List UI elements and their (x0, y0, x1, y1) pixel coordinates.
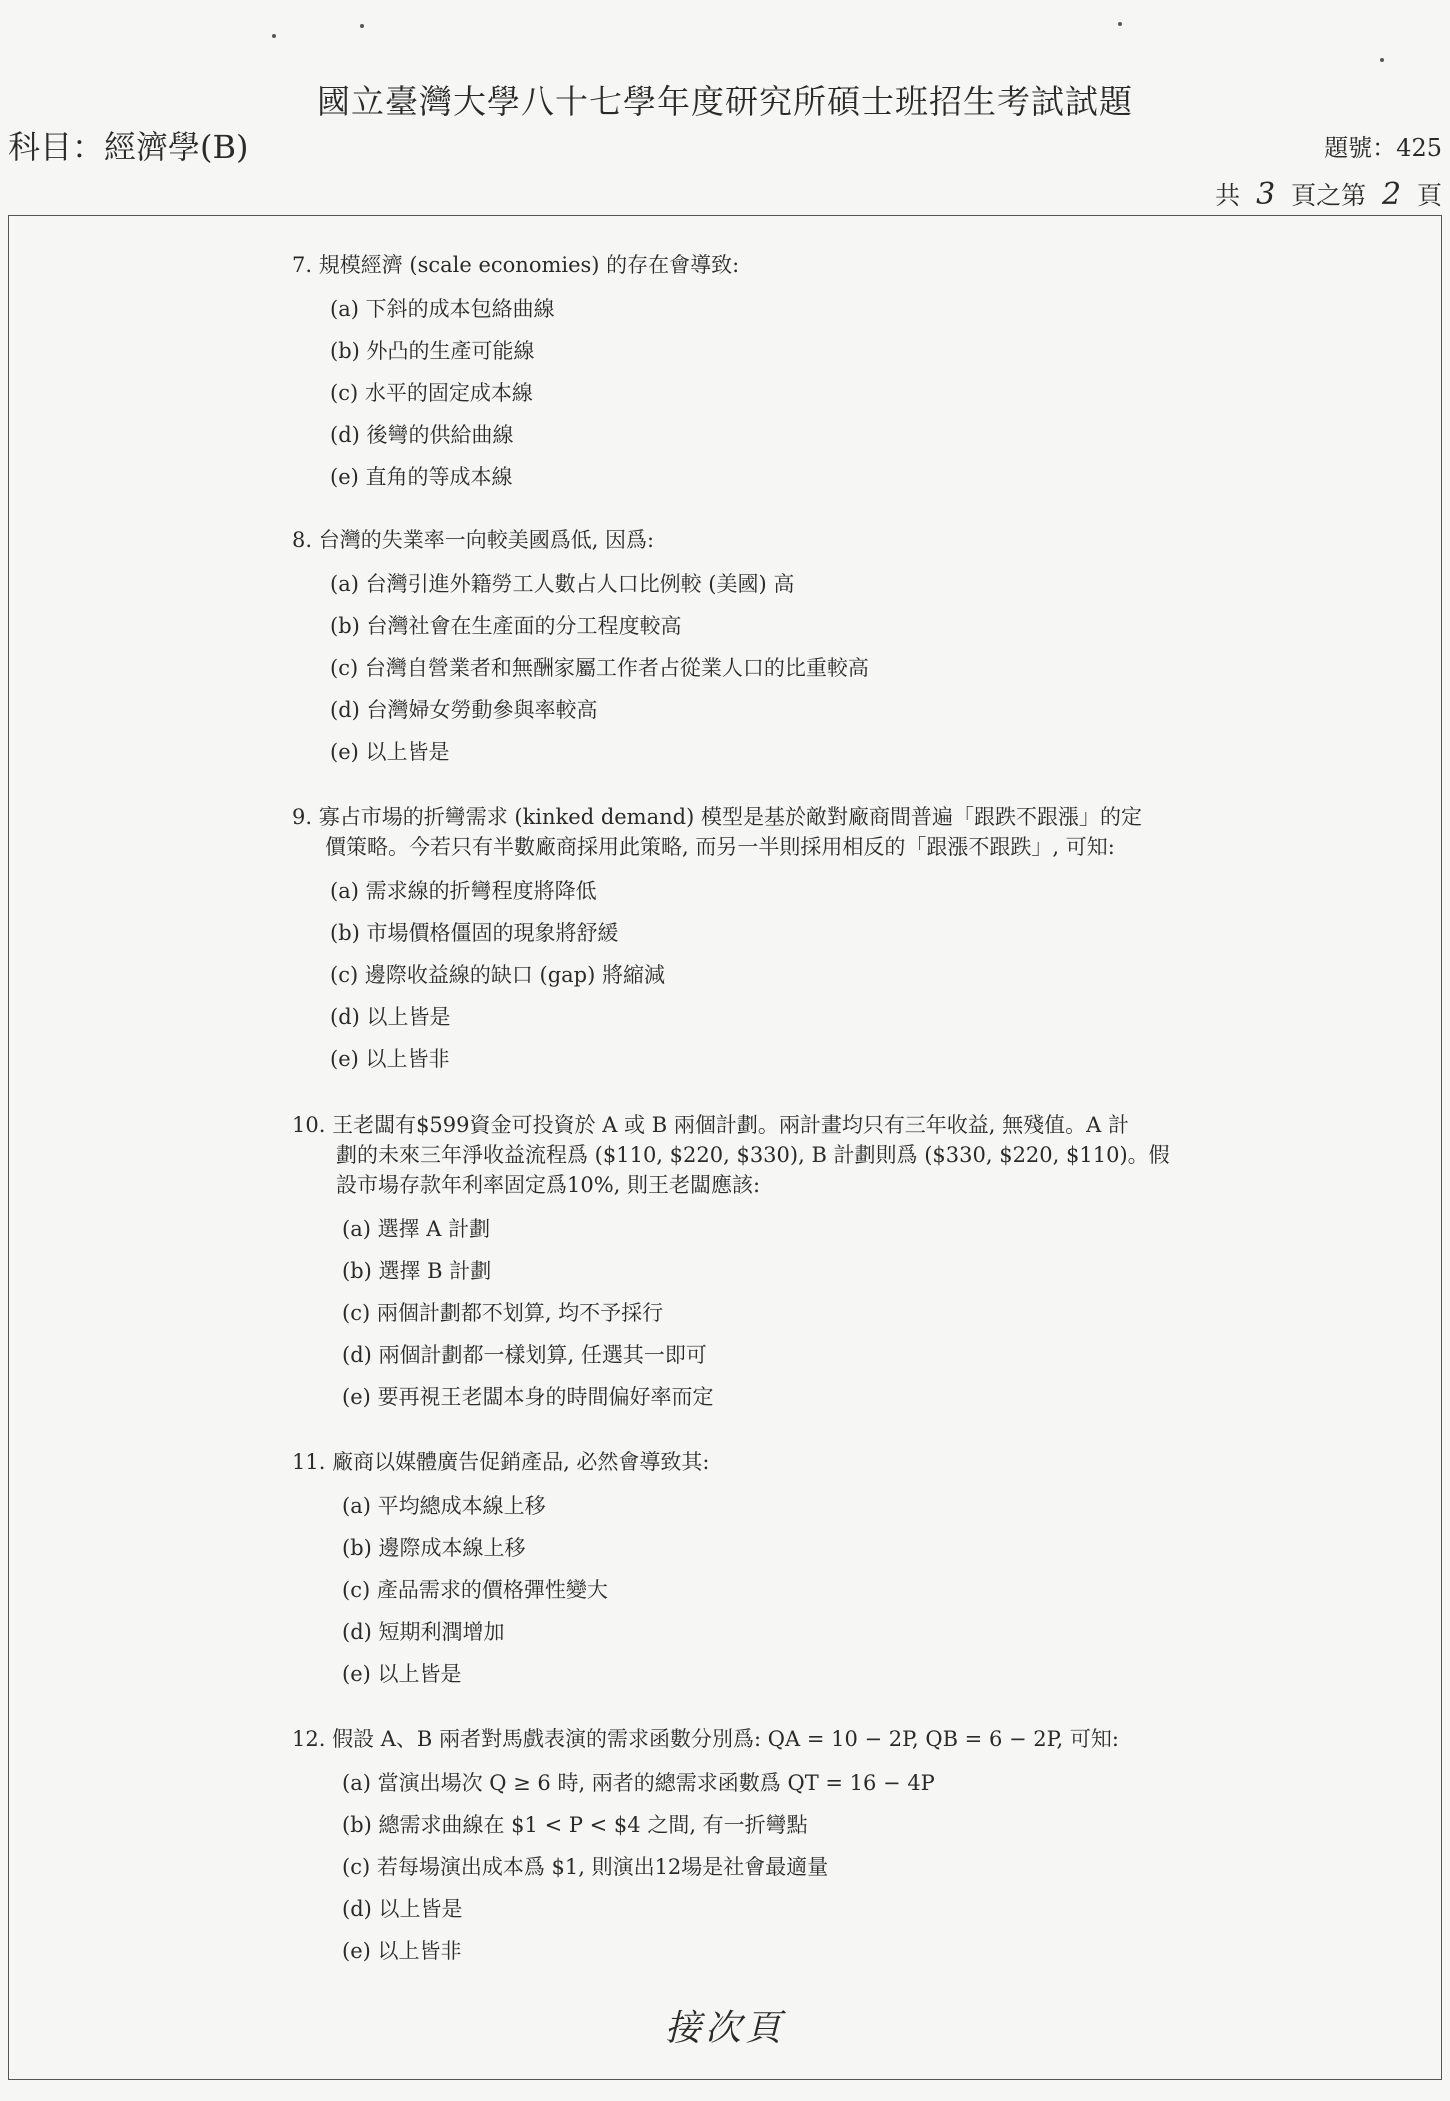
question-11 (292, 1447, 710, 1701)
page-indicator (1215, 176, 1442, 212)
exam-title: 國立臺灣大學八十七學年度研究所碩士班招生考試試題 (317, 82, 1133, 121)
option-b: (b) 邊際成本線上移 (342, 1536, 526, 1560)
question-10 (292, 1110, 1170, 1424)
option-a: (a) 當演出場次 Q ≥ 6 時, 兩者的總需求函數爲 QT = 16 − 4P (342, 1771, 935, 1795)
option-c: (c) 邊際收益線的缺口 (gap) 將縮減 (330, 963, 665, 987)
option-list (292, 876, 1142, 1086)
option-b: (b) 外凸的生產可能線 (330, 339, 535, 363)
subject-label: 科目：經濟學(B) (8, 128, 249, 166)
question-9 (292, 802, 1142, 1086)
question-7 (292, 250, 739, 504)
option-list (292, 294, 739, 504)
option-b: (b) 台灣社會在生產面的分工程度較高 (330, 614, 682, 638)
scan-speck (1118, 22, 1122, 26)
question-stem: 11. 廠商以媒體廣告促銷產品, 必然會導致其: (292, 1450, 710, 1474)
continued-next-page-note: 接次頁 (664, 2008, 785, 2049)
option-e: (e) 以上皆是 (330, 740, 450, 764)
option-c: (c) 兩個計劃都不划算, 均不予採行 (342, 1301, 664, 1325)
option-b: (b) 選擇 B 計劃 (342, 1259, 492, 1283)
option-d: (d) 後彎的供給曲線 (330, 423, 514, 447)
option-e: (e) 要再視王老闆本身的時間偏好率而定 (342, 1385, 714, 1409)
question-stem: 8. 台灣的失業率一向較美國爲低, 因爲: (292, 528, 655, 552)
question-stem: 10. 王老闆有$599資金可投資於 A 或 B 兩個計劃。兩計畫均只有三年收益, 無殘值。A 計 (292, 1113, 1130, 1137)
question-stem-continued: 劃的未來三年淨收益流程爲 ($110, $220, $330), B 計劃則爲 ($330, $220, $110)。假 (336, 1143, 1170, 1167)
option-e: (e) 以上皆非 (342, 1939, 462, 1963)
scan-speck (360, 24, 364, 28)
question-stem: 7. 規模經濟 (scale economies) 的存在會導致: (292, 253, 740, 277)
question-8 (292, 525, 869, 779)
option-e: (e) 以上皆非 (330, 1047, 450, 1071)
option-a: (a) 下斜的成本包絡曲線 (330, 297, 555, 321)
question-stem-continued: 設市場存款年利率固定爲10%, 則王老闆應該: (336, 1173, 761, 1197)
option-b: (b) 總需求曲線在 $1 < P < $4 之間, 有一折彎點 (342, 1813, 808, 1837)
page-mid: 頁之第 (1291, 181, 1367, 210)
option-d: (d) 台灣婦女勞動參與率較高 (330, 698, 598, 722)
option-c: (c) 產品需求的價格彈性變大 (342, 1578, 608, 1602)
option-d: (d) 以上皆是 (330, 1005, 451, 1029)
current-page: 2 (1381, 177, 1402, 212)
option-c: (c) 水平的固定成本線 (330, 381, 533, 405)
option-d: (d) 短期利潤增加 (342, 1620, 505, 1644)
option-d: (d) 兩個計劃都一樣划算, 任選其一即可 (342, 1343, 707, 1367)
option-a: (a) 選擇 A 計劃 (342, 1217, 491, 1241)
option-d: (d) 以上皆是 (342, 1897, 463, 1921)
scan-speck (1380, 58, 1384, 62)
option-list (292, 1214, 1170, 1424)
option-e: (e) 以上皆是 (342, 1662, 462, 1686)
option-c: (c) 若每場演出成本爲 $1, 則演出12場是社會最適量 (342, 1855, 829, 1879)
question-stem: 9. 寡占市場的折彎需求 (kinked demand) 模型是基於敵對廠商間普遍「跟跌不跟漲」的定 (292, 805, 1142, 829)
option-list (292, 1491, 710, 1701)
option-a: (a) 平均總成本線上移 (342, 1494, 546, 1518)
page-prefix: 共 (1215, 181, 1241, 210)
option-c: (c) 台灣自營業者和無酬家屬工作者占從業人口的比重較高 (330, 656, 869, 680)
question-12 (292, 1724, 1119, 1978)
scan-speck (272, 34, 276, 38)
question-stem-continued: 價策略。今若只有半數廠商採用此策略, 而另一半則採用相反的「跟漲不跟跌」, 可知: (325, 835, 1115, 859)
page-suffix: 頁 (1416, 181, 1442, 210)
option-list (292, 1768, 1119, 1978)
option-b: (b) 市場價格僵固的現象將舒緩 (330, 921, 619, 945)
exam-number: 題號：425 (1324, 134, 1442, 162)
option-a: (a) 需求線的折彎程度將降低 (330, 879, 597, 903)
option-a: (a) 台灣引進外籍勞工人數占人口比例較 (美國) 高 (330, 572, 795, 596)
option-e: (e) 直角的等成本線 (330, 465, 513, 489)
option-list (292, 569, 869, 779)
question-stem: 12. 假設 A、B 兩者對馬戲表演的需求函數分別爲: QA = 10 − 2P, QB = 6 − 2P, 可知: (292, 1727, 1119, 1751)
total-pages: 3 (1256, 177, 1276, 212)
